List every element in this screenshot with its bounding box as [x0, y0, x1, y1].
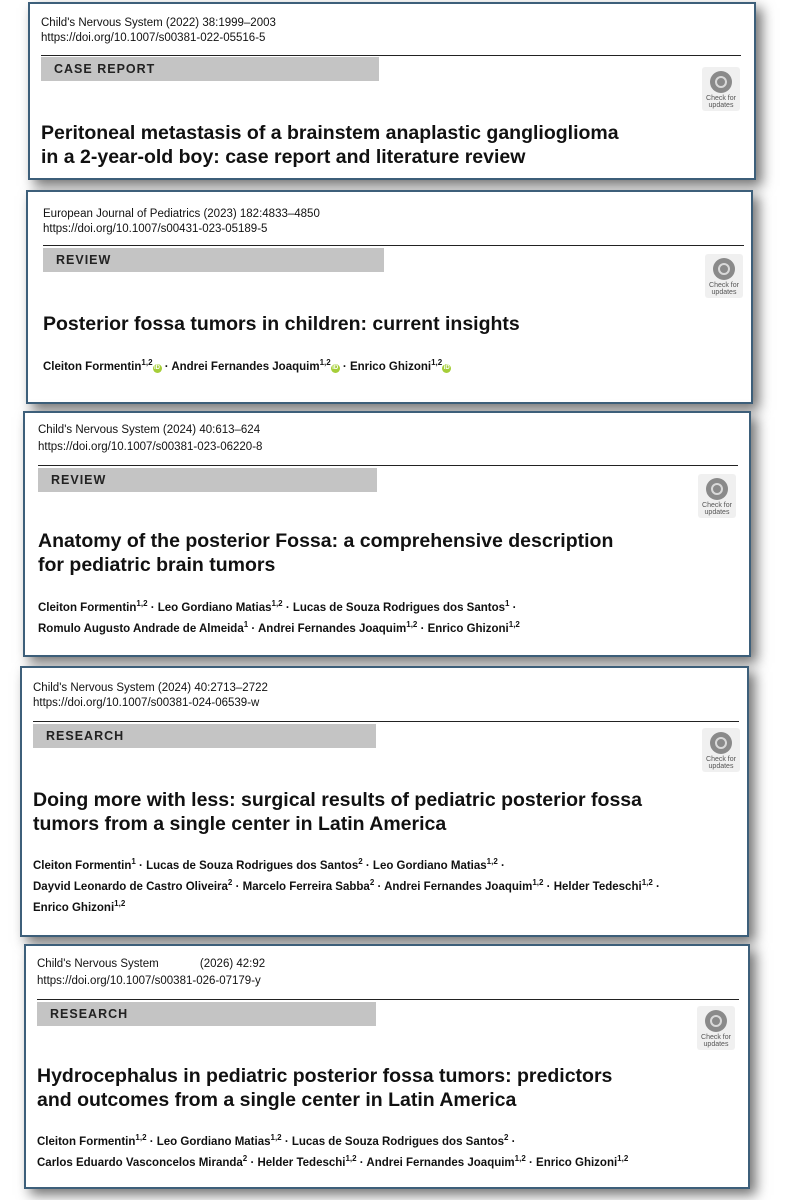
check-for-updates-badge[interactable] [702, 67, 740, 111]
title-line: Peritoneal metastasis of a brainstem anaplastic ganglioglioma [41, 122, 619, 144]
article-type-band: REVIEW [43, 248, 384, 272]
doi-link[interactable]: https://doi.org/10.1007/s00381-024-06539-w [33, 697, 260, 709]
author-name: Carlos Eduardo Vasconcelos Miranda [37, 1157, 243, 1169]
check-for-updates-label: Check for updates [709, 282, 739, 296]
header-rule [37, 999, 739, 1000]
article-type-band: RESEARCH [33, 724, 376, 748]
doi-link[interactable]: https://doi.org/10.1007/s00381-022-05516-5 [41, 32, 266, 44]
check-for-updates-badge[interactable] [702, 728, 740, 772]
cut-off-text-line [43, 403, 603, 404]
title-line: Posterior fossa tumors in children: current insights [43, 313, 520, 335]
article-type-band: RESEARCH [37, 1002, 376, 1026]
author-affiliation: 1,2 [514, 1154, 526, 1163]
author-affiliation: 2 [504, 1133, 509, 1142]
title-line: Anatomy of the posterior Fossa: a comprehensive description [38, 530, 614, 552]
author-affiliation: 1 [131, 857, 136, 866]
doi-link[interactable]: https://doi.org/10.1007/s00381-026-07179-y [37, 975, 261, 987]
author-affiliation: 1,2 [136, 599, 148, 608]
author-affiliation: 2 [227, 878, 233, 887]
author-affiliation: 1,2 [319, 358, 331, 367]
journal-citation: European Journal of Pediatrics (2023) 182:4833–4850 [43, 208, 320, 220]
author-affiliation: 1,2 [135, 1133, 147, 1142]
author-name: Cleiton Formentin [38, 602, 137, 614]
author-name: Cleiton Formentin [33, 860, 132, 872]
title-line: Doing more with less: surgical results of pediatric posterior fossa [33, 789, 642, 811]
orcid-icon[interactable]: iD [154, 365, 161, 371]
header-rule [38, 465, 738, 466]
check-for-updates-label: Check for updates [706, 756, 736, 770]
author-name: Lucas de Souza Rodrigues dos Santos [292, 602, 506, 614]
author-affiliation: 1,2 [486, 857, 498, 866]
check-for-updates-label: Check for updates [701, 1034, 731, 1048]
article-title [33, 788, 642, 836]
check-for-updates-label: Check for updates [706, 95, 736, 109]
journal-citation [37, 958, 265, 971]
check-for-updates-icon [713, 258, 735, 280]
author-name: Lucas de Souza Rodrigues dos Santos [291, 1136, 505, 1148]
author-list [37, 1132, 628, 1174]
author-affiliation: 1,2 [617, 1154, 629, 1163]
author-name: Enrico Ghizoni [33, 902, 115, 914]
author-affiliation: 1 [505, 599, 510, 608]
author-affiliation: 1 [243, 620, 249, 629]
author-line [33, 898, 660, 919]
check-for-updates-icon [710, 732, 732, 754]
author-name: Enrico Ghizoni [427, 623, 509, 635]
author-name: Enrico Ghizoni [349, 361, 432, 373]
article-card-1 [28, 2, 756, 180]
article-card-5 [24, 944, 750, 1189]
article-title [43, 312, 520, 336]
journal-name: Child's Nervous System [37, 958, 159, 970]
author-name: Leo Gordiano Matias [157, 602, 272, 614]
doi-link[interactable]: https://doi.org/10.1007/s00381-023-06220-8 [38, 441, 263, 453]
check-for-updates-icon [705, 1010, 727, 1032]
author-affiliation: 1,2 [271, 599, 283, 608]
journal-citation: Child's Nervous System (2024) 40:2713–2722 [33, 682, 268, 694]
article-type-band: REVIEW [38, 468, 377, 492]
title-line: for pediatric brain tumors [38, 554, 276, 576]
author-name: Helder Tedeschi [553, 881, 642, 893]
article-title [41, 121, 619, 169]
title-line: and outcomes from a single center in Latin America [37, 1089, 517, 1111]
article-type-band: CASE REPORT [41, 57, 379, 81]
article-title [38, 529, 613, 577]
author-name: Andrei Fernandes Joaquim [257, 623, 407, 635]
author-name: Enrico Ghizoni [536, 1157, 618, 1169]
author-line: Romulo Augusto Andrade de Almeida$^1$ · Andrei Fernandes Joaquim$^{1,2}$ · Enrico Ghizoni$^{1,2}$ [38, 620, 520, 635]
author-affiliation: 1,2 [431, 358, 443, 367]
author-affiliation: 1,2 [641, 878, 653, 887]
article-card-4 [20, 666, 749, 937]
journal-citation: Child's Nervous System (2022) 38:1999–2003 [41, 17, 276, 29]
author-name: Lucas de Souza Rodrigues dos Santos [146, 860, 359, 872]
article-card-2 [26, 190, 753, 404]
author-name: Cleiton Formentin [43, 361, 142, 373]
article-card-3 [23, 411, 751, 657]
header-rule [43, 245, 744, 246]
article-title [37, 1064, 612, 1112]
author-list [33, 856, 660, 919]
title-line: tumors from a single center in Latin America [33, 813, 447, 835]
check-for-updates-icon [710, 71, 732, 93]
author-name: Helder Tedeschi [257, 1157, 346, 1169]
author-name: Dayvid Leonardo de Castro Oliveira [33, 881, 228, 893]
author-list [38, 598, 520, 640]
author-name: Andrei Fernandes Joaquim [366, 1157, 515, 1169]
check-for-updates-icon [706, 478, 728, 500]
check-for-updates-badge[interactable] [698, 474, 736, 518]
title-line: Hydrocephalus in pediatric posterior fossa tumors: predictors [37, 1065, 613, 1087]
check-for-updates-badge[interactable] [705, 254, 743, 298]
author-line: Cleiton Formentin$^1$ · Lucas de Souza Rodrigues dos Santos$^2$ · Leo Gordiano Matias$^{1,2}$ · [33, 857, 505, 872]
author-name: Leo Gordiano Matias [156, 1136, 271, 1148]
doi-link[interactable]: https://doi.org/10.1007/s00431-023-05189-5 [43, 223, 268, 235]
author-line: Cleiton Formentin$^{1,2}$ · Leo Gordiano Matias$^{1,2}$ · Lucas de Souza Rodrigues dos Santos$^1$ · [38, 599, 517, 614]
author-affiliation: 1,2 [114, 899, 126, 908]
author-list: Cleiton Formentin$^{1,2}$iD · Andrei Fernandes Joaquim$^{1,2}$iD · Enrico Ghizoni$^{1,2}$iD [43, 358, 450, 373]
author-line: Carlos Eduardo Vasconcelos Miranda$^2$ · Helder Tedeschi$^{1,2}$ · Andrei Fernandes Joaquim$^{1,2}$ · Enrico Ghizoni$^{1,2}$ [37, 1154, 629, 1169]
author-name: Marcelo Ferreira Sabba [242, 881, 370, 893]
title-line: in a 2-year-old boy: case report and literature review [41, 146, 526, 168]
check-for-updates-label: Check for updates [702, 502, 732, 516]
header-rule [41, 55, 741, 56]
orcid-icon[interactable]: iD [443, 365, 450, 371]
journal-year: (2026) 42:92 [199, 958, 266, 970]
author-affiliation: 1,2 [406, 620, 418, 629]
header-rule [33, 721, 739, 722]
journal-citation: Child's Nervous System (2024) 40:613–624 [38, 424, 261, 436]
author-affiliation: 2 [242, 1154, 248, 1163]
author-affiliation: 1,2 [532, 878, 544, 887]
author-name: Cleiton Formentin [37, 1136, 136, 1148]
author-affiliation: 1,2 [270, 1133, 282, 1142]
author-affiliation: 1,2 [345, 1154, 357, 1163]
author-line: Dayvid Leonardo de Castro Oliveira$^2$ · Marcelo Ferreira Sabba$^2$ · Andrei Fernandes Joaquim$^{1,2}$ · Helder Tedeschi$^{1,2}$ · [33, 878, 660, 893]
author-affiliation: 2 [358, 857, 363, 866]
author-name: Romulo Augusto Andrade de Almeida [38, 623, 244, 635]
author-name: Andrei Fernandes Joaquim [171, 361, 320, 373]
author-affiliation: 2 [369, 878, 375, 887]
author-name: Andrei Fernandes Joaquim [384, 881, 533, 893]
author-name: Leo Gordiano Matias [372, 860, 487, 872]
author-affiliation: 1,2 [141, 358, 153, 367]
author-affiliation: 1,2 [508, 620, 520, 629]
author-line: Cleiton Formentin$^{1,2}$ · Leo Gordiano Matias$^{1,2}$ · Lucas de Souza Rodrigues dos Santos$^2$ · [37, 1133, 516, 1148]
orcid-icon[interactable]: iD [332, 365, 339, 371]
check-for-updates-badge[interactable] [697, 1006, 735, 1050]
